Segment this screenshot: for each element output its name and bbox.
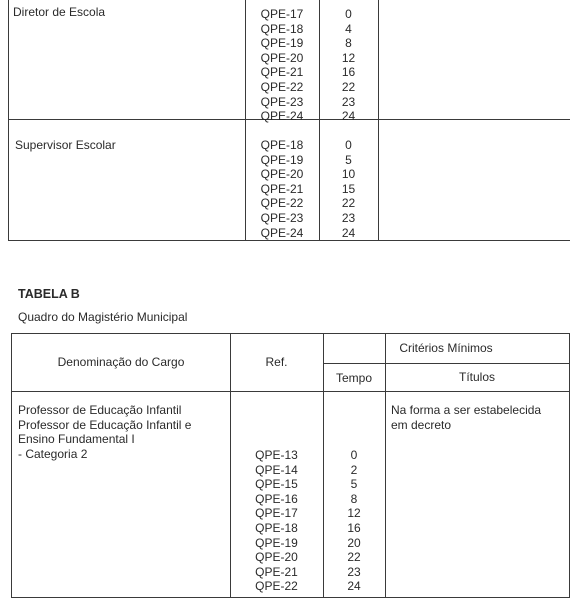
table-a-divider-titulos [378,0,379,241]
header-titulos: Títulos [458,370,495,384]
ref-value: QPE-21 [260,65,304,80]
tempo-value: 16 [347,520,361,535]
cargo-line: Professor de Educação Infantil e [18,417,192,432]
tempo-value: 10 [341,167,356,182]
ref-value: QPE-16 [255,491,298,506]
header-denominacao-do-cargo: Denominação do Cargo [57,355,185,369]
ref-value: QPE-14 [255,462,298,477]
ref-value: QPE-22 [260,79,304,94]
tempo-value: 23 [347,564,361,579]
tempo-value: 23 [341,210,356,225]
tempo-value: 5 [345,152,352,167]
ref-value: QPE-23 [260,94,304,109]
table-b [11,333,570,598]
tempo-value: 0 [350,448,358,462]
ref-value: QPE-24 [260,109,304,124]
header-tempo: Tempo [335,371,373,385]
ref-value: QPE-18 [255,520,298,535]
tempo-value: 12 [347,506,361,521]
tempo-value: 20 [347,535,361,550]
ref-value: QPE-22 [255,579,298,594]
tempo-column-diretor [319,7,378,124]
tempo-value: 24 [347,579,361,594]
tempo-value: 8 [345,36,352,51]
tempo-column-supervisor [319,138,378,240]
ref-value: QPE-24 [260,225,304,240]
ref-value: QPE-23 [260,210,304,225]
ref-value: QPE-20 [260,167,304,182]
tempo-value: 4 [345,21,352,36]
table-b-caption: Quadro do Magistério Municipal [18,310,188,324]
ref-column-supervisor [245,138,319,240]
ref-value: QPE-19 [260,152,304,167]
cargo-line: Professor de Educação Infantil [18,403,182,417]
ref-value: QPE-19 [260,36,304,51]
tempo-value: 5 [350,477,358,492]
header-ref: Ref. [265,355,288,369]
tempo-value: 24 [341,225,356,240]
tempo-value: 22 [347,550,361,565]
tempo-value: 22 [341,196,356,211]
tempo-value: 23 [341,94,356,109]
cargo-line: - Categoria 2 [18,446,88,461]
tempo-value: 24 [341,109,356,124]
ref-value: QPE-21 [255,564,298,579]
cargo-supervisor-escolar: Supervisor Escolar [15,138,116,152]
ref-column-diretor [245,7,319,124]
ref-value: QPE-17 [255,506,298,521]
ref-value: QPE-13 [255,448,298,462]
table-b-heading: TABELA B [18,287,80,301]
tempo-value: 2 [350,462,358,477]
tempo-value: 16 [341,65,356,80]
table-b-subheader-line [323,363,569,364]
ref-value: QPE-15 [255,477,298,492]
ref-value: QPE-19 [255,535,298,550]
tempo-column-professor [323,448,385,594]
tempo-value: 15 [341,181,356,196]
ref-value: QPE-17 [260,7,304,21]
titulos-cell [391,403,541,432]
tempo-value: 0 [345,138,352,152]
titulos-line: em decreto [391,417,452,432]
tempo-value: 22 [341,79,356,94]
tempo-value: 8 [350,491,358,506]
ref-value: QPE-22 [260,196,304,211]
ref-value: QPE-20 [255,550,298,565]
cargo-line: Ensino Fundamental I [18,432,135,447]
ref-value: QPE-18 [260,21,304,36]
tempo-value: 12 [341,50,356,65]
cargo-cell-professor [18,403,191,461]
titulos-line: Na forma a ser estabelecida [391,403,542,417]
ref-column-professor [230,448,323,594]
tempo-value: 0 [345,7,352,21]
ref-value: QPE-21 [260,181,304,196]
table-b-header-bottom [12,391,569,392]
ref-value: QPE-18 [260,138,304,152]
cargo-diretor-de-escola: Diretor de Escola [13,5,106,19]
ref-value: QPE-20 [260,50,304,65]
header-criterios-minimos: Critérios Mínimos [399,341,493,355]
table-a [8,0,570,241]
table-b-bottom-border [12,597,569,598]
